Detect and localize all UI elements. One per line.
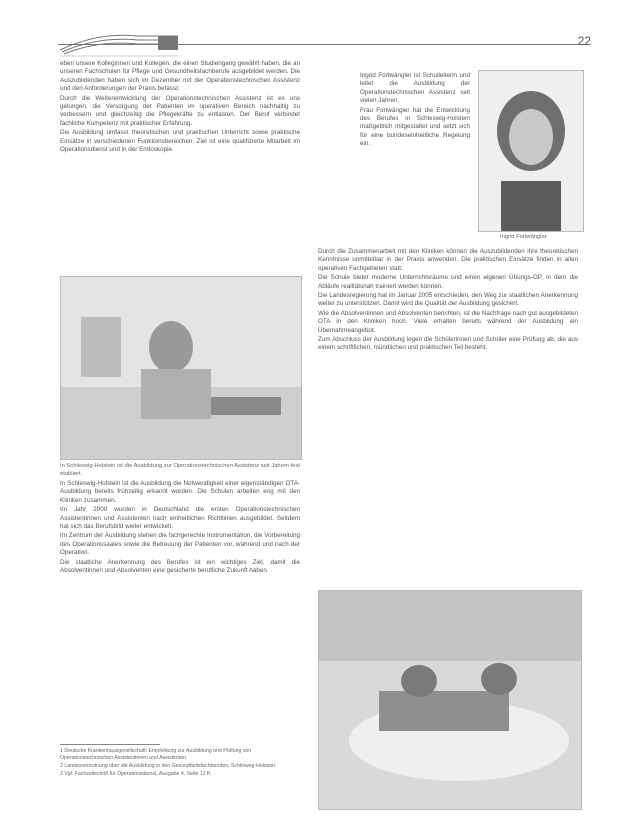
paragraph: Ingrid Fortwängler ist Schulleiterin und leitet die Ausbildung der Operationstechnischen Assistenz seit vielen Jahren. bbox=[360, 72, 470, 105]
footnote-rule bbox=[60, 744, 160, 745]
paragraph: Im Jahr 2000 wurden in Deutschland die ersten Operationstechnischen Assistentinnen und Assistenten nach einheitlichen Richtlinien ausgebildet. Seitdem hat sich das Berufsbild weiter entwickelt. bbox=[60, 506, 300, 531]
right-column-top bbox=[360, 72, 470, 232]
footnotes bbox=[60, 748, 300, 779]
logo bbox=[58, 30, 208, 64]
footnote: 3 Vgl. Fachzeitschrift für Operationsdienst, Ausgabe 4, Seite 12 ff. bbox=[60, 771, 212, 777]
operating-room-photo bbox=[318, 590, 582, 810]
paragraph: Durch die Zusammenarbeit mit den Kliniken können die Auszubildenden ihre theoretischen Kenntnisse unmittelbar in der Praxis anwenden. Die praktischen Einsätze finden in allen operativen Fachgebieten statt. bbox=[318, 248, 578, 272]
left-column-bottom bbox=[60, 480, 300, 730]
paragraph: Die Ausbildung umfasst theoretischen und praktischen Unterricht sowie praktische Einsätze in verschiedenen Funktionsbereichen. Ziel ist eine qualifizierte Mitarbeit im Operationsdienst und in der Endoskopie. bbox=[60, 129, 300, 154]
paragraph: Frau Fortwängler hat die Entwicklung des Berufes in Schleswig-Holstein maßgeblich mitgestaltet und setzt sich für eine bundeseinheitliche Regelung ein. bbox=[360, 106, 470, 148]
footnote: 1 Deutsche Krankenhausgesellschaft: Empfehlung zur Ausbildung und Prüfung von Operationstechnischen Assistentinnen und Assistenten. bbox=[60, 748, 252, 761]
footnote: 2 Landesverordnung über die Ausbildung in den Gesundheitsfachberufen, Schleswig-Holstein. bbox=[60, 763, 277, 769]
photo-caption: In Schleswig-Holstein ist die Ausbildung zur Operationstechnischen Assistenz seit Jahren fest etabliert. bbox=[60, 463, 300, 478]
paragraph: Wie die Absolventinnen und Absolventen berichten, ist die Nachfrage nach gut ausgebildeten OTA in den Kliniken hoch. Viele erhalten bereits während der Ausbildung ein Übernahmeangebot. bbox=[318, 309, 578, 334]
portrait-caption: Ingrid Fortwängler bbox=[500, 234, 547, 240]
classroom-photo bbox=[60, 276, 302, 460]
header-rule bbox=[58, 44, 588, 45]
paragraph: Im Zentrum der Ausbildung stehen die fachgerechte Instrumentation, die Vorbereitung des Operationssaales sowie die Betreuung der Patienten vor, während und nach der Operation. bbox=[60, 532, 300, 557]
right-column-bottom bbox=[318, 248, 578, 568]
paragraph: Zum Abschluss der Ausbildung legen die Schülerinnen und Schüler eine Prüfung ab, die aus einem schriftlichen, mündlichen und praktischen Teil besteht. bbox=[318, 336, 578, 352]
left-column-top bbox=[60, 60, 300, 270]
paragraph: Durch die Weiterentwicklung der Operationstechnischen Assistenz ist es uns gelungen, die Versorgung der Patienten im operativen Bereich nachhaltig zu verbessern und gleichzeitig die Pflegekräfte zu entlasten. Der Beruf verbindet fachliche Kompetenz mit praktischer Erfahrung. bbox=[60, 94, 300, 127]
paragraph: Die Landesregierung hat im Januar 2005 entschieden, den Weg zur staatlichen Anerkennung weiter zu unterstützen. Damit wird die Qualität der Ausbildung gesichert. bbox=[318, 292, 578, 308]
paragraph: In Schleswig-Holstein ist die Ausbildung die Notwendigkeit einer eigenständigen OTA-Ausbildung bereits frühzeitig erkannt worden. Die Schulen arbeiten eng mit den Kliniken zusammen. bbox=[60, 480, 300, 504]
paragraph: Die Schule bietet moderne Unterrichtsräume und einen eigenen Übungs-OP, in dem die Abläufe realitätsnah trainiert werden können. bbox=[318, 274, 578, 290]
paragraph: eben unsere Kolleginnen und Kollegen, die einen Studiengang gewählt haben, die an unseren Fachschulen für Pflege und Gesundheitsfachberufe ausgebildet werden. Die Auszubildenden haben sich im Dezember mit der Operationstechnischen Assistenz und den Anforderungen der Praxis befasst. bbox=[60, 60, 300, 93]
page-number: 22 bbox=[577, 34, 591, 48]
portrait-photo bbox=[478, 70, 584, 232]
paragraph: Die staatliche Anerkennung des Berufes ist ein wichtiges Ziel, damit die Absolventinnen und Absolventen eine gesicherte berufliche Zukunft haben. bbox=[60, 558, 300, 575]
